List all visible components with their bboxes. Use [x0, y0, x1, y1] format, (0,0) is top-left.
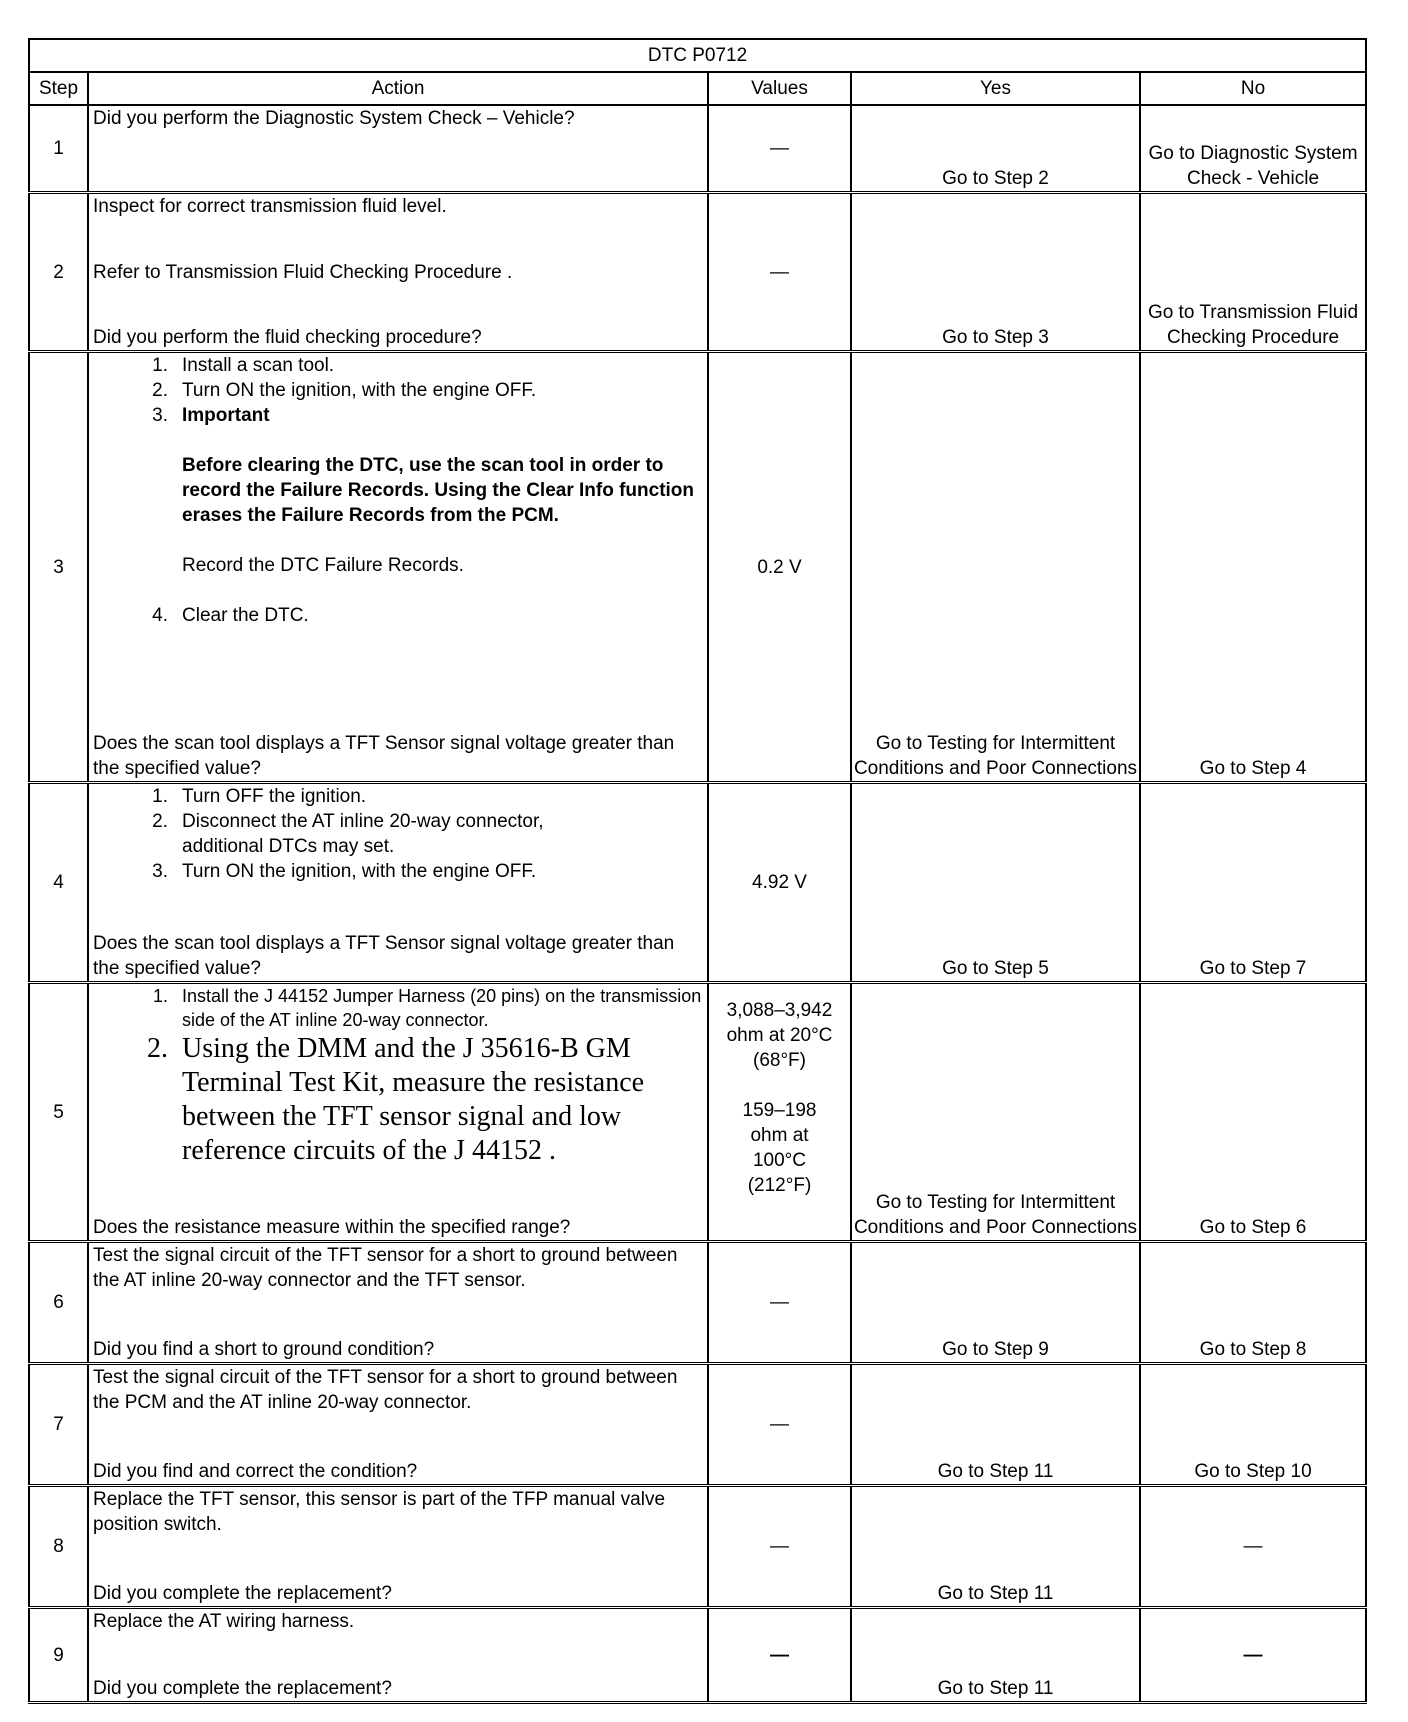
value-cell: 4.92 V — [708, 783, 851, 983]
action-text: Did you perform the Diagnostic System Check – Vehicle? — [93, 108, 575, 129]
no-cell: Go to Step 4 — [1140, 352, 1366, 783]
action-text: Test the signal circuit of the TFT sensor for a short to ground between the PCM and the AT inline 20-way connector. — [93, 1367, 678, 1413]
header-action: Action — [88, 72, 708, 105]
action-cell — [88, 1608, 708, 1703]
yes-cell: Go to Step 11 — [851, 1364, 1140, 1486]
header-yes: Yes — [851, 72, 1140, 105]
table-title: DTC P0712 — [29, 39, 1366, 72]
action-question: Did you find a short to ground condition? — [93, 1339, 435, 1360]
step-number: 1 — [29, 105, 88, 193]
yes-cell: Go to Step 2 — [851, 105, 1140, 193]
important-note: Before clearing the DTC, use the scan tool in order to record the Failure Records. Using the Clear Info function erases the Failure Records from the PCM. — [182, 455, 695, 526]
table-row-step-6 — [29, 1242, 1366, 1364]
dtc-table — [28, 38, 1367, 1704]
step-number: 8 — [29, 1486, 88, 1608]
value-cell: — — [708, 1486, 851, 1608]
step-number: 6 — [29, 1242, 88, 1364]
action-cell — [88, 1242, 708, 1364]
action-question: Does the scan tool displays a TFT Sensor signal voltage greater than the specified value? — [93, 733, 675, 779]
no-cell: — — [1140, 1608, 1366, 1703]
value-cell: — — [708, 1364, 851, 1486]
yes-cell: Go to Step 11 — [851, 1608, 1140, 1703]
yes-cell: Go to Step 5 — [851, 783, 1140, 983]
list-item: 1. Install a scan tool. — [152, 355, 335, 376]
action-question: Did you complete the replacement? — [93, 1583, 392, 1604]
action-cell — [88, 193, 708, 352]
step-number: 2 — [29, 193, 88, 352]
action-cell — [88, 783, 708, 983]
table-row-step-2 — [29, 193, 1366, 352]
no-cell: Go to Step 8 — [1140, 1242, 1366, 1364]
action-text: Replace the AT wiring harness. — [93, 1611, 355, 1632]
record-note: Record the DTC Failure Records. — [182, 555, 464, 576]
action-cell — [88, 1486, 708, 1608]
table-row-step-5 — [29, 983, 1366, 1242]
no-cell: Go to Transmission Fluid Checking Procedure — [1140, 193, 1366, 352]
substep-list — [93, 984, 703, 1168]
step-number: 9 — [29, 1608, 88, 1703]
step-number: 4 — [29, 783, 88, 983]
table-row-step-8 — [29, 1486, 1366, 1608]
value-cell: — — [708, 105, 851, 193]
value-cell: — — [708, 1608, 851, 1703]
yes-cell: Go to Step 9 — [851, 1242, 1140, 1364]
yes-cell: Go to Step 11 — [851, 1486, 1140, 1608]
action-text: Replace the TFT sensor, this sensor is part of the TFP manual valve position switch. — [93, 1489, 666, 1535]
action-question: Did you perform the fluid checking procedure? — [93, 327, 482, 348]
action-cell — [88, 352, 708, 783]
value-range-20c: 3,088–3,942 ohm at 20°C (68°F) — [726, 1000, 833, 1071]
no-cell: — — [1140, 1486, 1366, 1608]
list-item: 2. Turn ON the ignition, with the engine OFF. — [152, 380, 537, 401]
list-item: 1. Turn OFF the ignition. — [152, 786, 367, 807]
list-item: 4. Clear the DTC. — [152, 605, 309, 626]
no-cell: Go to Diagnostic System Check - Vehicle — [1140, 105, 1366, 193]
header-no: No — [1140, 72, 1366, 105]
list-item: 3. Important — [152, 405, 270, 426]
table-row-step-7 — [29, 1364, 1366, 1486]
action-question: Does the resistance measure within the specified range? — [93, 1217, 571, 1238]
yes-cell: Go to Testing for Intermittent Conditions and Poor Connections — [851, 983, 1140, 1242]
step-number: 7 — [29, 1364, 88, 1486]
value-cell: 0.2 V — [708, 352, 851, 783]
list-item: 3. Turn ON the ignition, with the engine OFF. — [152, 861, 537, 882]
no-cell: Go to Step 10 — [1140, 1364, 1366, 1486]
table-row-step-3 — [29, 352, 1366, 783]
value-range-100c: 159–198 ohm at 100°C (212°F) — [742, 1100, 817, 1196]
value-cell: — — [708, 1242, 851, 1364]
step-number: 5 — [29, 983, 88, 1242]
list-item: 1. Install the J 44152 Jumper Harness (20 pins) on the transmission side of the AT inline 20-way connector. — [152, 986, 702, 1030]
header-step: Step — [29, 72, 88, 105]
action-question: Did you complete the replacement? — [93, 1678, 392, 1699]
table-row-step-4 — [29, 783, 1366, 983]
action-text: Refer to Transmission Fluid Checking Procedure . — [93, 261, 513, 283]
yes-cell: Go to Step 3 — [851, 193, 1140, 352]
action-question: Did you find and correct the condition? — [93, 1461, 418, 1482]
action-text: Test the signal circuit of the TFT sensor for a short to ground between the AT inline 20-way connector and the TFT sensor. — [93, 1245, 678, 1291]
action-cell — [88, 983, 708, 1242]
action-cell — [88, 105, 708, 193]
substep-list — [93, 784, 703, 884]
important-label: Important — [182, 405, 270, 426]
value-cell — [708, 983, 851, 1242]
table-row-step-9 — [29, 1608, 1366, 1703]
yes-cell: Go to Testing for Intermittent Conditions and Poor Connections — [851, 352, 1140, 783]
table-row-step-1 — [29, 105, 1366, 193]
list-item: 2. Disconnect the AT inline 20-way connector, additional DTCs may set. — [152, 811, 544, 857]
no-cell: Go to Step 7 — [1140, 783, 1366, 983]
action-cell — [88, 1364, 708, 1486]
no-cell: Go to Step 6 — [1140, 983, 1366, 1242]
action-question: Does the scan tool displays a TFT Sensor signal voltage greater than the specified value? — [93, 933, 675, 979]
action-text: Inspect for correct transmission fluid level. — [93, 196, 447, 217]
substep-list — [93, 353, 703, 428]
list-item: 2. Using the DMM and the J 35616-B GM Terminal Test Kit, measure the resistance between the TFT sensor signal and low reference circuits of the J 44152 . — [147, 1033, 645, 1166]
header-values: Values — [708, 72, 851, 105]
value-cell: — — [708, 193, 851, 352]
step-number: 3 — [29, 352, 88, 783]
